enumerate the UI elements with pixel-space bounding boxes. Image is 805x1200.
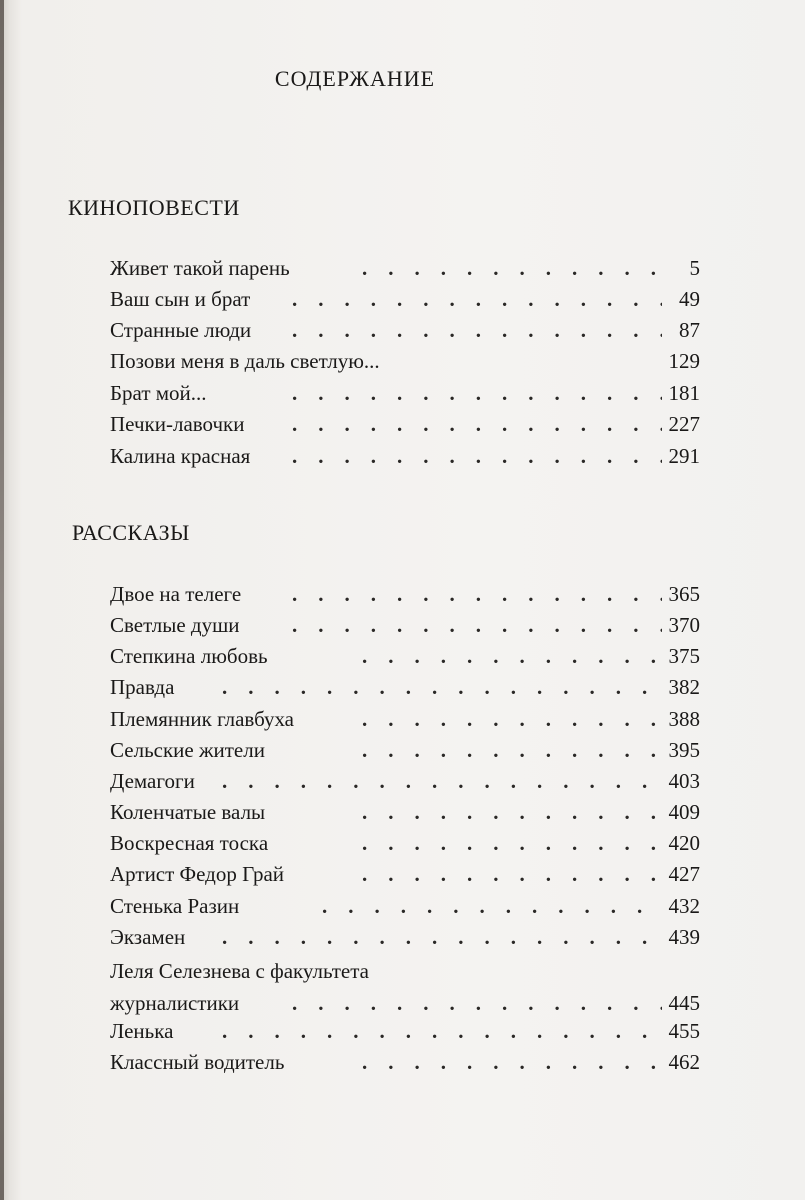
toc-entry-page: 370 <box>668 613 700 637</box>
toc-leader-dots <box>362 858 662 890</box>
toc-entry <box>110 609 700 641</box>
toc-entry <box>110 283 700 315</box>
toc-leader-dots <box>292 408 662 440</box>
toc-entry-page: 129 <box>668 349 700 373</box>
section-heading-rasskazy: РАССКАЗЫ <box>72 520 190 545</box>
toc-entry-title: журналистики <box>110 991 240 1015</box>
toc-entry-page: 181 <box>668 381 700 405</box>
toc-entry <box>110 671 700 703</box>
toc-leader-dots <box>362 796 662 828</box>
toc-entry-title: Степкина любовь <box>110 644 268 668</box>
toc-entry-title: Сельские жители <box>110 738 265 762</box>
toc-entry-title: Классный водитель <box>110 1050 285 1074</box>
toc-leader-dots <box>292 578 662 610</box>
toc-leader-dots <box>292 609 662 641</box>
toc-entry-title: Ваш сын и брат <box>110 287 251 311</box>
toc-entry-page: 388 <box>668 707 700 731</box>
toc-entry <box>110 796 700 828</box>
toc-entry <box>110 1015 700 1047</box>
toc-entry-page: 49 <box>679 287 700 311</box>
section-heading-kinopovesti: КИНОПОВЕСТИ <box>68 195 240 220</box>
toc-entry <box>110 345 700 377</box>
toc-entry-title: Светлые души <box>110 613 240 637</box>
toc-entry <box>110 858 700 890</box>
toc-leader-dots <box>292 283 662 315</box>
toc-entry <box>110 890 700 922</box>
toc-entry-title: Экзамен <box>110 925 186 949</box>
toc-entry-page: 439 <box>668 925 700 949</box>
toc-entry <box>110 440 700 472</box>
toc-leader-dots <box>322 890 662 922</box>
page-spine-edge <box>0 0 4 1200</box>
toc-entry-page: 427 <box>668 862 700 886</box>
toc-entry <box>110 578 700 610</box>
toc-entry <box>110 703 700 735</box>
toc-entry-page: 227 <box>668 412 700 436</box>
toc-entry-page: 87 <box>679 318 700 342</box>
toc-entry <box>110 765 700 797</box>
toc-entry <box>110 1046 700 1078</box>
toc-entry <box>110 955 700 987</box>
toc-entry-page: 432 <box>668 894 700 918</box>
toc-entry-title: Правда <box>110 675 175 699</box>
toc-leader-dots <box>292 377 662 409</box>
toc-entry-page: 462 <box>668 1050 700 1074</box>
toc-entry-title: Живет такой парень <box>110 256 290 280</box>
toc-leader-dots <box>362 1046 662 1078</box>
toc-leader-dots <box>362 252 662 284</box>
toc-entry-title: Племянник главбуха <box>110 707 294 731</box>
toc-entry-page: 375 <box>668 644 700 668</box>
toc-entry-title: Леля Селезнева с факультета <box>110 959 370 983</box>
toc-leader-dots <box>222 1015 662 1047</box>
toc-entry-page: 455 <box>668 1019 700 1043</box>
toc-entry-page: 403 <box>668 769 700 793</box>
toc-entry <box>110 408 700 440</box>
toc-entry-title: Печки-лавочки <box>110 412 245 436</box>
toc-entry <box>110 314 700 346</box>
page-title: СОДЕРЖАНИЕ <box>274 66 436 91</box>
toc-entry <box>110 734 700 766</box>
toc-entry-title: Артист Федор Грай <box>110 862 284 886</box>
toc-entry-page: 291 <box>668 444 700 468</box>
toc-entry-page: 409 <box>668 800 700 824</box>
toc-entry-title: Брат мой... <box>110 381 207 405</box>
toc-entry-title: Странные люди <box>110 318 252 342</box>
toc-leader-dots <box>292 440 662 472</box>
toc-entry <box>110 252 700 284</box>
toc-entry-title: Коленчатые валы <box>110 800 266 824</box>
toc-entry <box>110 640 700 672</box>
toc-entry-page: 5 <box>689 256 700 280</box>
toc-entry-title: Двое на телеге <box>110 582 242 606</box>
toc-entry-page: 365 <box>668 582 700 606</box>
toc-leader-dots <box>362 734 662 766</box>
toc-entry <box>110 921 700 953</box>
toc-leader-dots <box>362 827 662 859</box>
toc-leader-dots <box>222 921 662 953</box>
toc-entry-title: Демагоги <box>110 769 195 793</box>
toc-entry-title: Калина красная <box>110 444 251 468</box>
toc-leader-dots <box>222 671 662 703</box>
toc-entry <box>110 827 700 859</box>
toc-entry-title: Стенька Разин <box>110 894 240 918</box>
toc-entry-title: Воскресная тоска <box>110 831 269 855</box>
toc-entry-title: Позови меня в даль светлую... <box>110 349 380 373</box>
toc-entry <box>110 377 700 409</box>
toc-leader-dots <box>362 703 662 735</box>
toc-leader-dots <box>292 314 662 346</box>
toc-entry-page: 420 <box>668 831 700 855</box>
toc-entry-page: 395 <box>668 738 700 762</box>
toc-leader-dots <box>362 640 662 672</box>
toc-entry-page: 445 <box>668 991 700 1015</box>
toc-entry-title: Ленька <box>110 1019 174 1043</box>
toc-leader-dots <box>222 765 662 797</box>
toc-entry-page: 382 <box>668 675 700 699</box>
